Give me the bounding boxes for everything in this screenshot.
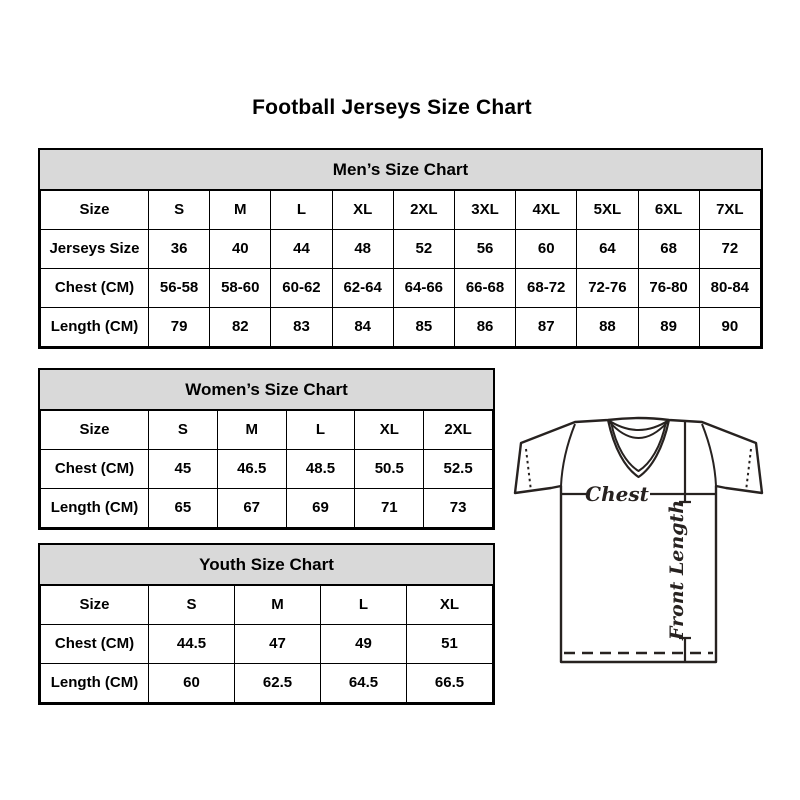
front-length-label: Front Length [666, 499, 688, 641]
value-cell: 64.5 [321, 663, 407, 702]
jersey-diagram-svg [505, 398, 785, 678]
value-cell: S [149, 190, 210, 229]
value-cell: 67 [217, 488, 286, 527]
value-cell: 2XL [424, 410, 493, 449]
value-cell: 72-76 [577, 268, 638, 307]
value-cell: 60 [516, 229, 577, 268]
value-cell: 60-62 [271, 268, 332, 307]
value-cell: 4XL [516, 190, 577, 229]
row-label-cell: Size [41, 190, 149, 229]
womens-size-chart-title: Women’s Size Chart [40, 370, 493, 410]
row-label-cell: Size [41, 585, 149, 624]
value-cell: 7XL [699, 190, 760, 229]
table-row [41, 229, 761, 268]
value-cell: XL [407, 585, 493, 624]
value-cell: L [321, 585, 407, 624]
table-row [41, 307, 761, 346]
value-cell: 88 [577, 307, 638, 346]
value-cell: 65 [149, 488, 218, 527]
row-label-cell: Length (CM) [41, 307, 149, 346]
value-cell: 73 [424, 488, 493, 527]
table-row [41, 488, 493, 527]
value-cell: 66-68 [454, 268, 515, 307]
value-cell: 71 [355, 488, 424, 527]
value-cell: 89 [638, 307, 699, 346]
value-cell: 51 [407, 624, 493, 663]
table-row [41, 449, 493, 488]
table-row [41, 663, 493, 702]
value-cell: 64 [577, 229, 638, 268]
row-label-cell: Length (CM) [41, 663, 149, 702]
value-cell: 69 [286, 488, 355, 527]
value-cell: 66.5 [407, 663, 493, 702]
value-cell: 83 [271, 307, 332, 346]
value-cell: M [210, 190, 271, 229]
value-cell: 2XL [393, 190, 454, 229]
jersey-measurement-diagram [505, 398, 785, 678]
value-cell: 68-72 [516, 268, 577, 307]
value-cell: 52.5 [424, 449, 493, 488]
value-cell: L [271, 190, 332, 229]
value-cell: 87 [516, 307, 577, 346]
value-cell: 52 [393, 229, 454, 268]
page-title: Football Jerseys Size Chart [252, 96, 532, 119]
value-cell: L [286, 410, 355, 449]
value-cell: S [149, 410, 218, 449]
value-cell: 82 [210, 307, 271, 346]
value-cell: XL [355, 410, 424, 449]
value-cell: M [235, 585, 321, 624]
table-row [41, 585, 493, 624]
value-cell: 48 [332, 229, 393, 268]
value-cell: 90 [699, 307, 760, 346]
value-cell: 56 [454, 229, 515, 268]
mens-size-chart-title: Men’s Size Chart [40, 150, 761, 190]
value-cell: XL [332, 190, 393, 229]
womens-size-chart-grid [40, 410, 493, 528]
mens-size-chart [38, 148, 763, 349]
value-cell: 72 [699, 229, 760, 268]
row-label-cell: Chest (CM) [41, 268, 149, 307]
youth-size-chart-title: Youth Size Chart [40, 545, 493, 585]
value-cell: 76-80 [638, 268, 699, 307]
table-row [41, 190, 761, 229]
value-cell: M [217, 410, 286, 449]
row-label-cell: Length (CM) [41, 488, 149, 527]
youth-size-chart [38, 543, 495, 705]
table-row [41, 268, 761, 307]
table-row [41, 624, 493, 663]
value-cell: 45 [149, 449, 218, 488]
youth-size-chart-grid [40, 585, 493, 703]
value-cell: 47 [235, 624, 321, 663]
value-cell: 3XL [454, 190, 515, 229]
mens-size-chart-grid [40, 190, 761, 347]
value-cell: 58-60 [210, 268, 271, 307]
value-cell: 85 [393, 307, 454, 346]
chest-label: Chest [585, 482, 649, 506]
row-label-cell: Chest (CM) [41, 449, 149, 488]
value-cell: 79 [149, 307, 210, 346]
value-cell: 49 [321, 624, 407, 663]
value-cell: 60 [149, 663, 235, 702]
womens-size-chart [38, 368, 495, 530]
value-cell: 5XL [577, 190, 638, 229]
value-cell: 64-66 [393, 268, 454, 307]
row-label-cell: Chest (CM) [41, 624, 149, 663]
value-cell: 56-58 [149, 268, 210, 307]
value-cell: 84 [332, 307, 393, 346]
value-cell: 40 [210, 229, 271, 268]
value-cell: 68 [638, 229, 699, 268]
value-cell: 44.5 [149, 624, 235, 663]
value-cell: 62-64 [332, 268, 393, 307]
value-cell: 6XL [638, 190, 699, 229]
value-cell: 62.5 [235, 663, 321, 702]
value-cell: 36 [149, 229, 210, 268]
table-row [41, 410, 493, 449]
value-cell: 50.5 [355, 449, 424, 488]
value-cell: 86 [454, 307, 515, 346]
value-cell: S [149, 585, 235, 624]
row-label-cell: Jerseys Size [41, 229, 149, 268]
value-cell: 44 [271, 229, 332, 268]
value-cell: 80-84 [699, 268, 760, 307]
value-cell: 46.5 [217, 449, 286, 488]
jersey-outline [515, 418, 762, 662]
row-label-cell: Size [41, 410, 149, 449]
value-cell: 48.5 [286, 449, 355, 488]
